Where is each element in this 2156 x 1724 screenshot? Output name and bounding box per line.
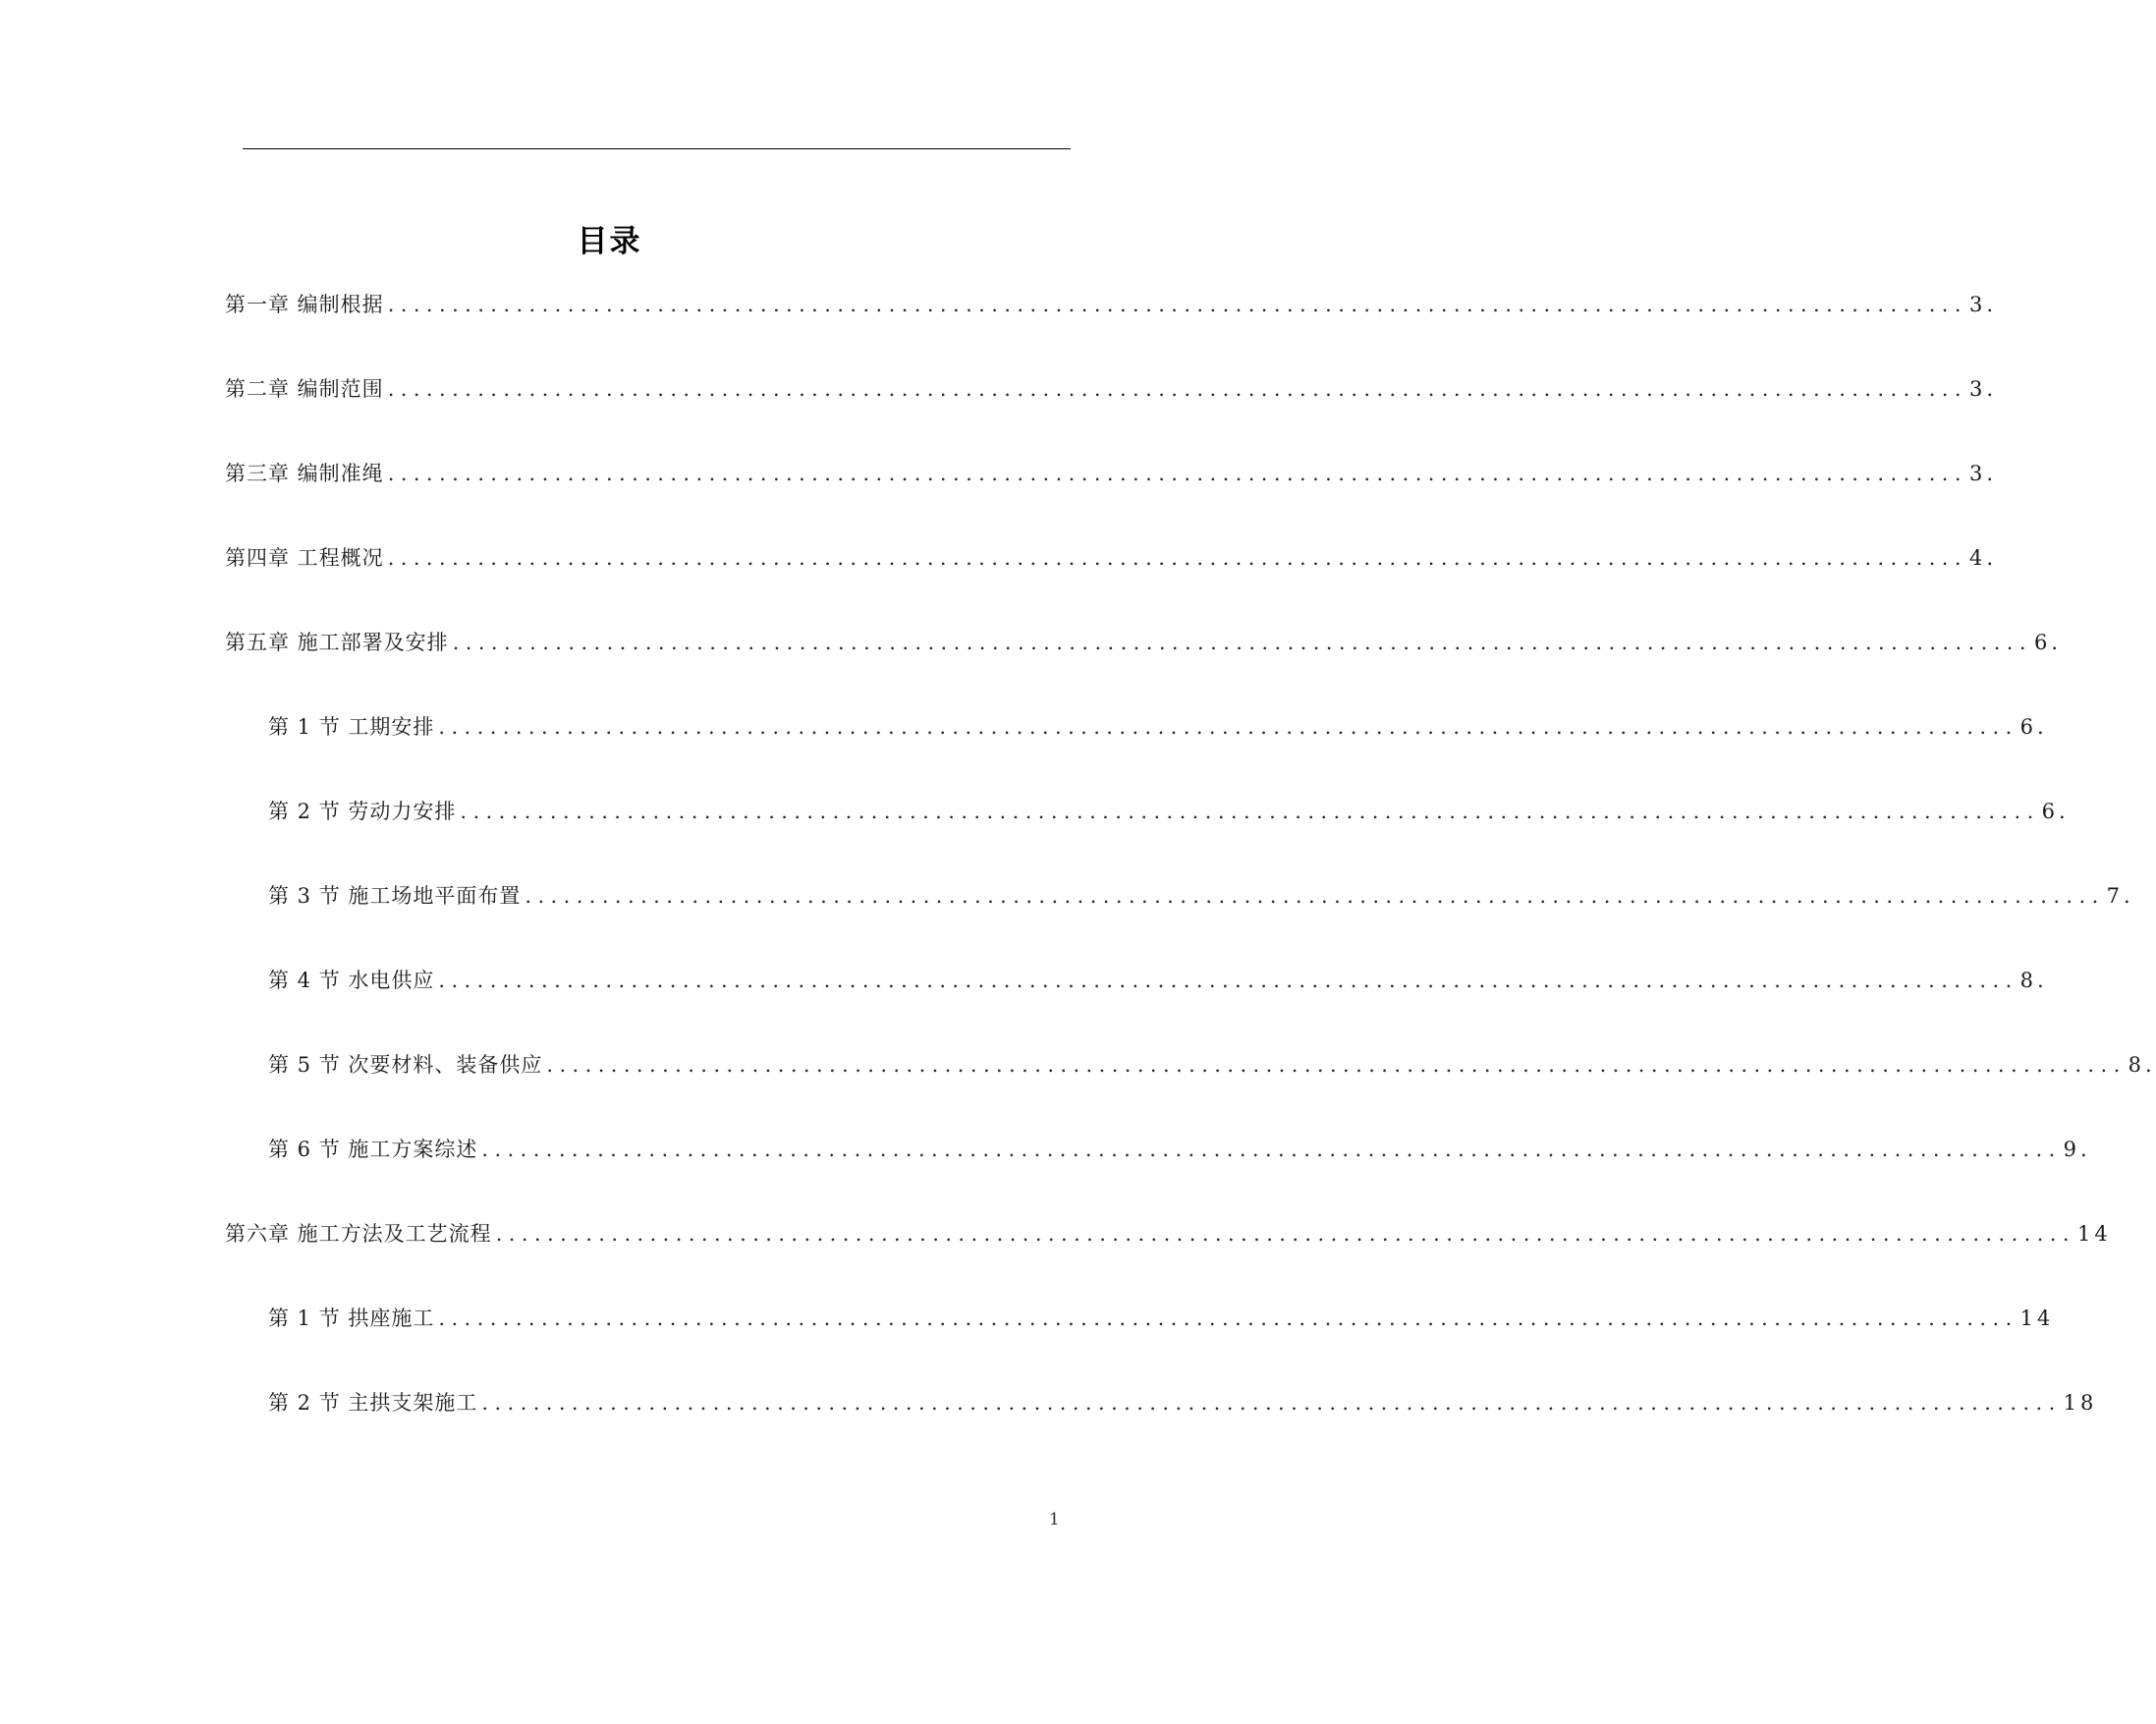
toc-leader-dots: ........................................................................................................................... bbox=[387, 546, 1967, 570]
toc-entry-title: 第 1 节 拱座施工 bbox=[268, 1307, 435, 1330]
toc-entry-section-6-2[interactable] bbox=[268, 1383, 2098, 1422]
toc-entry-page: 14 bbox=[2019, 1307, 2055, 1330]
toc-entry-chapter-3[interactable] bbox=[225, 454, 1997, 493]
toc-entry-chapter-1[interactable] bbox=[225, 285, 1997, 324]
toc-entry-chapter-4[interactable] bbox=[225, 538, 1997, 578]
toc-entry-page: 7. bbox=[2106, 884, 2134, 908]
toc-leader-dots: ........................................................................................................................... bbox=[546, 1053, 2127, 1077]
toc-entry-title: 第五章 施工部署及安排 bbox=[225, 631, 449, 654]
toc-entry-title: 第四章 工程概况 bbox=[225, 546, 384, 570]
toc-leader-dots: ........................................................................................................................... bbox=[481, 1391, 2062, 1415]
toc-entry-section-5-1[interactable] bbox=[268, 707, 2048, 747]
toc-entry-section-5-2[interactable] bbox=[268, 792, 2070, 831]
header-rule bbox=[243, 148, 1071, 149]
toc-entry-page: 6. bbox=[2019, 715, 2048, 739]
toc-entry-title: 第一章 编制根据 bbox=[225, 293, 384, 316]
toc-leader-dots: ........................................................................................................................... bbox=[438, 715, 2018, 739]
toc-entry-page: 4. bbox=[1968, 546, 1997, 570]
toc-leader-dots: ........................................................................................................................... bbox=[460, 800, 2040, 823]
toc-entry-section-5-5[interactable] bbox=[268, 1045, 2156, 1084]
toc-entry-title: 第 1 节 工期安排 bbox=[268, 715, 435, 739]
toc-entry-chapter-5[interactable] bbox=[225, 623, 2062, 662]
toc-entry-page: 8. bbox=[2128, 1053, 2156, 1077]
toc-entry-section-6-1[interactable] bbox=[268, 1299, 2055, 1338]
toc-entry-chapter-6[interactable] bbox=[225, 1214, 2112, 1253]
toc-entry-title: 第 6 节 施工方案综述 bbox=[268, 1138, 478, 1161]
toc-entry-section-5-4[interactable] bbox=[268, 961, 2048, 1000]
toc-entry-page: 6. bbox=[2033, 631, 2062, 654]
toc-entry-page: 6. bbox=[2041, 800, 2070, 823]
toc-entry-page: 18 bbox=[2063, 1391, 2098, 1415]
toc-entry-title: 第二章 编制范围 bbox=[225, 377, 384, 401]
toc-entry-page: 14 bbox=[2076, 1222, 2112, 1246]
toc-entry-page: 9. bbox=[2063, 1138, 2091, 1161]
toc-entry-page: 3. bbox=[1968, 293, 1997, 316]
toc-entry-title: 第 2 节 主拱支架施工 bbox=[268, 1391, 478, 1415]
toc-entry-title: 第六章 施工方法及工艺流程 bbox=[225, 1222, 492, 1246]
toc-leader-dots: ........................................................................................................................... bbox=[495, 1222, 2075, 1246]
toc-entry-title: 第三章 编制准绳 bbox=[225, 462, 384, 485]
toc-entry-title: 第 5 节 次要材料、装备供应 bbox=[268, 1053, 543, 1077]
toc-title: 目录 bbox=[577, 223, 642, 259]
toc-entry-chapter-2[interactable] bbox=[225, 369, 1997, 409]
toc-leader-dots: ........................................................................................................................... bbox=[387, 293, 1967, 316]
toc-leader-dots: ........................................................................................................................... bbox=[452, 631, 2032, 654]
toc-entry-page: 3. bbox=[1968, 377, 1997, 401]
toc-leader-dots: ........................................................................................................................... bbox=[438, 969, 2018, 992]
toc-entry-section-5-6[interactable] bbox=[268, 1130, 2091, 1169]
page-number: 1 bbox=[1049, 1510, 1060, 1529]
toc-leader-dots: ........................................................................................................................... bbox=[438, 1307, 2018, 1330]
toc-entry-section-5-3[interactable] bbox=[268, 876, 2134, 916]
toc-entry-title: 第 4 节 水电供应 bbox=[268, 969, 435, 992]
toc-leader-dots: ........................................................................................................................... bbox=[525, 884, 2105, 908]
toc-entry-page: 3. bbox=[1968, 462, 1997, 485]
toc-leader-dots: ........................................................................................................................... bbox=[481, 1138, 2062, 1161]
toc-entry-page: 8. bbox=[2019, 969, 2048, 992]
toc-entry-title: 第 3 节 施工场地平面布置 bbox=[268, 884, 522, 908]
toc-leader-dots: ........................................................................................................................... bbox=[387, 377, 1967, 401]
toc-leader-dots: ........................................................................................................................... bbox=[387, 462, 1967, 485]
toc-entry-title: 第 2 节 劳动力安排 bbox=[268, 800, 457, 823]
